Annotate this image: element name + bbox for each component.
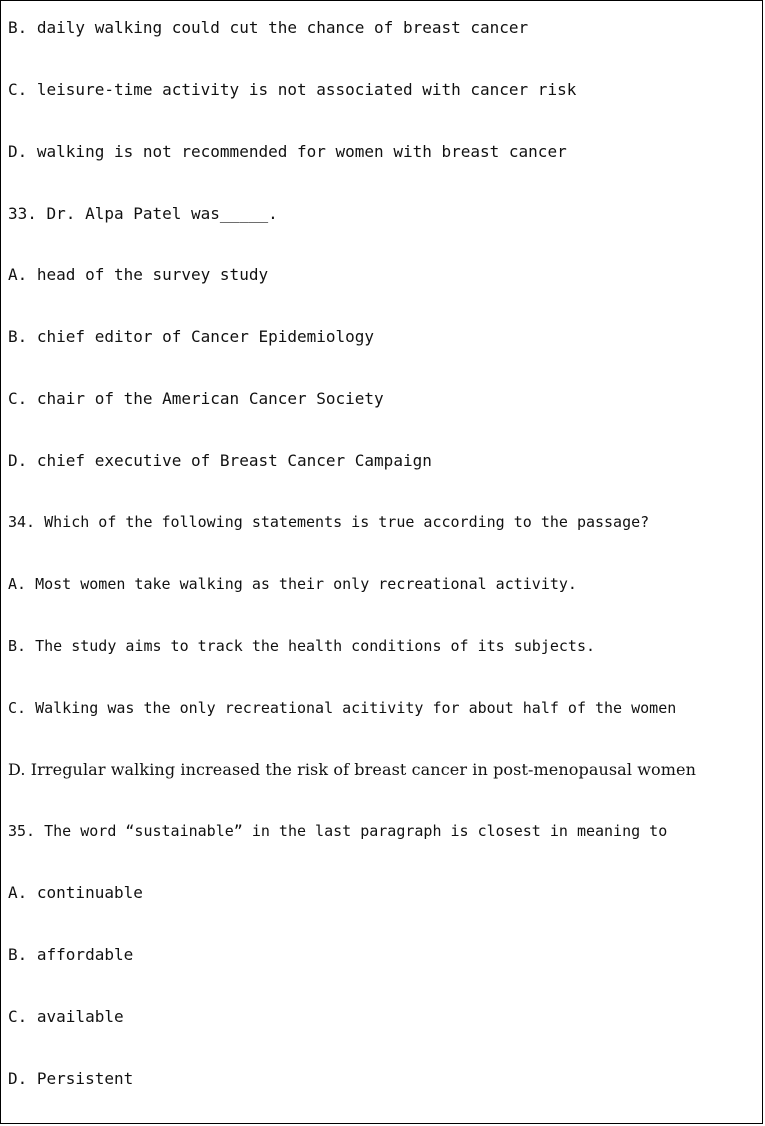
q34-option-a: A. Most women take walking as their only recreational activity. (8, 575, 577, 593)
q34-option-b: B. The study aims to track the health conditions of its subjects. (8, 637, 595, 655)
q33-question: 33. Dr. Alpa Patel was_____. (8, 204, 278, 223)
q35-option-d: D. Persistent (8, 1069, 134, 1088)
q32-option-b: B. daily walking could cut the chance of breast cancer (8, 18, 529, 37)
q33-option-d: D. chief executive of Breast Cancer Campaign (8, 451, 432, 470)
q34-option-c: C. Walking was the only recreational acitivity for about half of the women (8, 699, 677, 717)
q35-option-a: A. continuable (8, 883, 143, 902)
q35-question: 35. The word “sustainable” in the last paragraph is closest in meaning to (8, 822, 668, 840)
q35-option-c: C. available (8, 1007, 124, 1026)
q33-option-b: B. chief editor of Cancer Epidemiology (8, 327, 375, 346)
q33-option-a: A. head of the survey study (8, 265, 269, 284)
q35-option-b: B. affordable (8, 945, 134, 964)
q34-question: 34. Which of the following statements is true according to the passage? (8, 513, 650, 531)
q34-option-d: D. Irregular walking increased the risk of breast cancer in post-menopausal women (8, 760, 696, 779)
q32-option-d: D. walking is not recommended for women with breast cancer (8, 142, 567, 161)
q33-option-c: C. chair of the American Cancer Society (8, 389, 384, 408)
q32-option-c: C. leisure-time activity is not associated with cancer risk (8, 80, 577, 99)
